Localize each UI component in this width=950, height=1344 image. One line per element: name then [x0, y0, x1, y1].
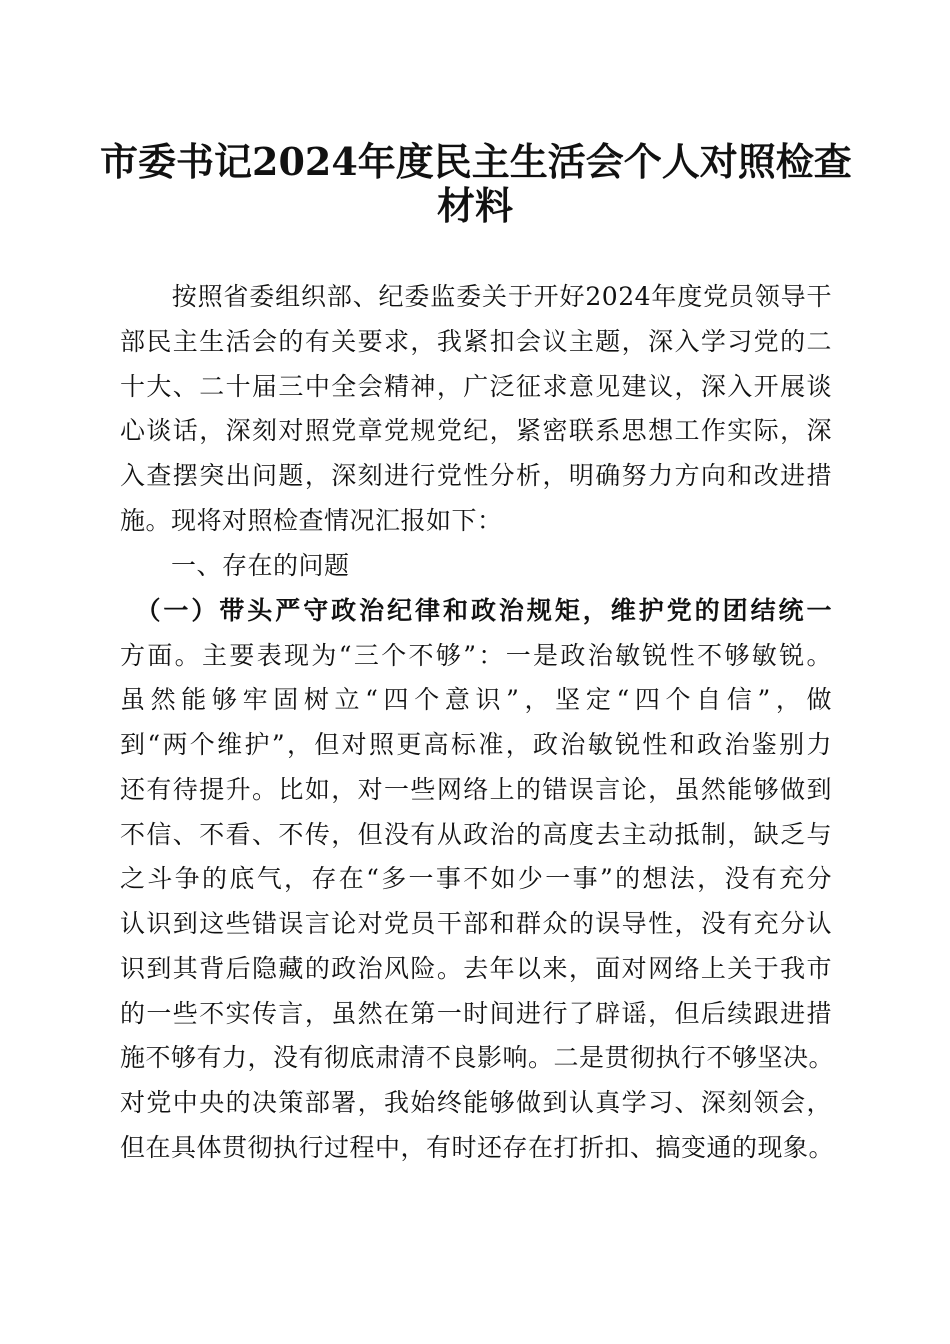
body-line-15: 认识到这些错误言论对党员干部和群众的误导性，没有充分认 [120, 909, 832, 938]
body-line-9: 方面。主要表现为“三个不够”：一是政治敏锐性不够敏锐。 [120, 641, 832, 670]
body-line-16: 识到其背后隐藏的政治风险。去年以来，面对网络上关于我市 [120, 954, 832, 983]
body-line-17: 的一些不实传言，虽然在第一时间进行了辟谣，但后续跟进措 [120, 999, 832, 1028]
section-heading-problems: 一、存在的问题 [120, 551, 350, 580]
body-line-11: 到“两个维护”，但对照更高标准，政治敏锐性和政治鉴别力 [120, 730, 832, 759]
body-line-14: 之斗争的底气，存在“多一事不如少一事”的想法，没有充分 [120, 864, 832, 893]
body-line-6: 施。现将对照检查情况汇报如下： [120, 506, 503, 535]
body-line-12: 还有待提升。比如，对一些网络上的错误言论，虽然能够做到 [120, 775, 832, 804]
body-line-2: 部民主生活会的有关要求，我紧扣会议主题，深入学习党的二 [120, 327, 832, 356]
body-line-13: 不信、不看、不传，但没有从政治的高度去主动抵制，缺乏与 [120, 820, 832, 849]
body-line-20: 但在具体贯彻执行过程中，有时还存在打折扣、搞变通的现象。 [120, 1133, 835, 1162]
body-line-1: 按照省委组织部、纪委监委关于开好2024年度党员领导干 [120, 282, 832, 311]
body-line-3: 十大、二十届三中全会精神，广泛征求意见建议，深入开展谈 [120, 372, 832, 401]
document-title-line-2: 材料 [436, 183, 513, 228]
body-line-19: 对党中央的决策部署，我始终能够做到认真学习、深刻领会， [120, 1088, 832, 1117]
body-line-4: 心谈话，深刻对照党章党规党纪，紧密联系思想工作实际，深 [120, 416, 832, 445]
subsection-heading-1: （一）带头严守政治纪律和政治规矩，维护党的团结统一 [120, 596, 832, 625]
document-title-line-1: 市委书记2024年度民主生活会个人对照检查 [100, 139, 852, 184]
body-line-5: 入查摆突出问题，深刻进行党性分析，明确努力方向和改进措 [120, 461, 832, 490]
body-line-18: 施不够有力，没有彻底肃清不良影响。二是贯彻执行不够坚决。 [120, 1043, 835, 1072]
body-line-10: 虽然能够牢固树立“四个意识”，坚定“四个自信”，做 [120, 685, 832, 714]
